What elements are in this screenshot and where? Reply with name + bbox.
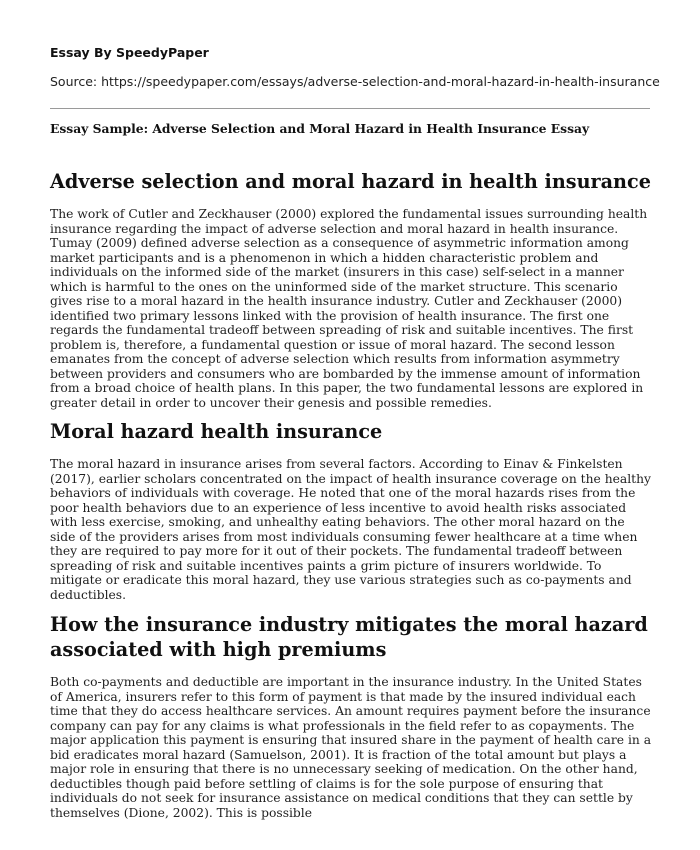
header-divider <box>50 108 650 109</box>
section-paragraph: Both co-payments and deductible are important in the insurance industry. In the United States of America, insurers refer to this form of payment is that made by the insured individual each time that they do access healthcare services. An amount requires payment before the insurance company can pay for any claims is what professionals in the field refer to as copayments. The major application this payment is ensuring that insured share in the payment of health care in a bid eradicates moral hazard (Samuelson, 2001). It is fraction of the total amount but plays a major role in ensuring that there is no unnecessary seeking of medication. On the other hand, deductibles though paid before settling of claims is for the sole purpose of ensuring that individuals do not seek for insurance assistance on medical conditions that they can settle by themselves (Dione, 2002). This is possible <box>50 675 652 820</box>
essay-sample-title: Essay Sample: Adverse Selection and Moral Hazard in Health Insurance Essay <box>50 121 590 136</box>
section-moral-hazard <box>50 420 652 602</box>
section-heading: Moral hazard health insurance <box>50 420 383 443</box>
essay-body <box>50 170 652 830</box>
section-paragraph: The work of Cutler and Zeckhauser (2000) explored the fundamental issues surrounding health insurance regarding the impact of adverse selection and moral hazard in health insurance. Tumay (2009) defined adverse selection as a consequence of asymmetric information among market participants and is a phenomenon in which a hidden characteristic problem and individuals on the informed side of the market (insurers in this case) self-select in a manner which is harmful to the ones on the uninformed side of the market structure. This scenario gives rise to a moral hazard in the health insurance industry. Cutler and Zeckhauser (2000) identified two primary lessons linked with the provision of health insurance. The first one regards the fundamental tradeoff between spreading of risk and suitable incentives. The first problem is, therefore, a fundamental question or issue of moral hazard. The second lesson emanates from the concept of adverse selection which results from information asymmetry between providers and consumers who are bombarded by the immense amount of information from a broad choice of health plans. In this paper, the two fundamental lessons are explored in greater detail in order to uncover their genesis and possible remedies. <box>50 207 648 410</box>
section-heading: Adverse selection and moral hazard in health insurance <box>50 170 651 193</box>
section-heading: How the insurance industry mitigates the moral hazard associated with high premiums <box>50 613 648 661</box>
section-mitigation <box>50 612 652 820</box>
brand-label: Essay By SpeedyPaper <box>50 45 209 60</box>
source-url: Source: https://speedypaper.com/essays/adverse-selection-and-moral-hazard-in-health-insurance <box>50 74 660 89</box>
section-paragraph: The moral hazard in insurance arises from several factors. According to Einav & Finkelsten (2017), earlier scholars concentrated on the impact of health insurance coverage on the healthy behaviors of individuals with coverage. He noted that one of the moral hazards rises from the poor health behaviors due to an experience of less incentive to avoid health risks associated with less exercise, smoking, and unhealthy eating behaviors. The other moral hazard on the side of the providers arises from most individuals consuming fewer healthcare at a time when they are required to pay more for it out of their pockets. The fundamental tradeoff between spreading of risk and suitable incentives paints a grim picture of insurers worldwide. To mitigate or eradicate this moral hazard, they use various strategies such as co-payments and deductibles. <box>50 457 651 602</box>
section-adverse-selection <box>50 170 652 410</box>
